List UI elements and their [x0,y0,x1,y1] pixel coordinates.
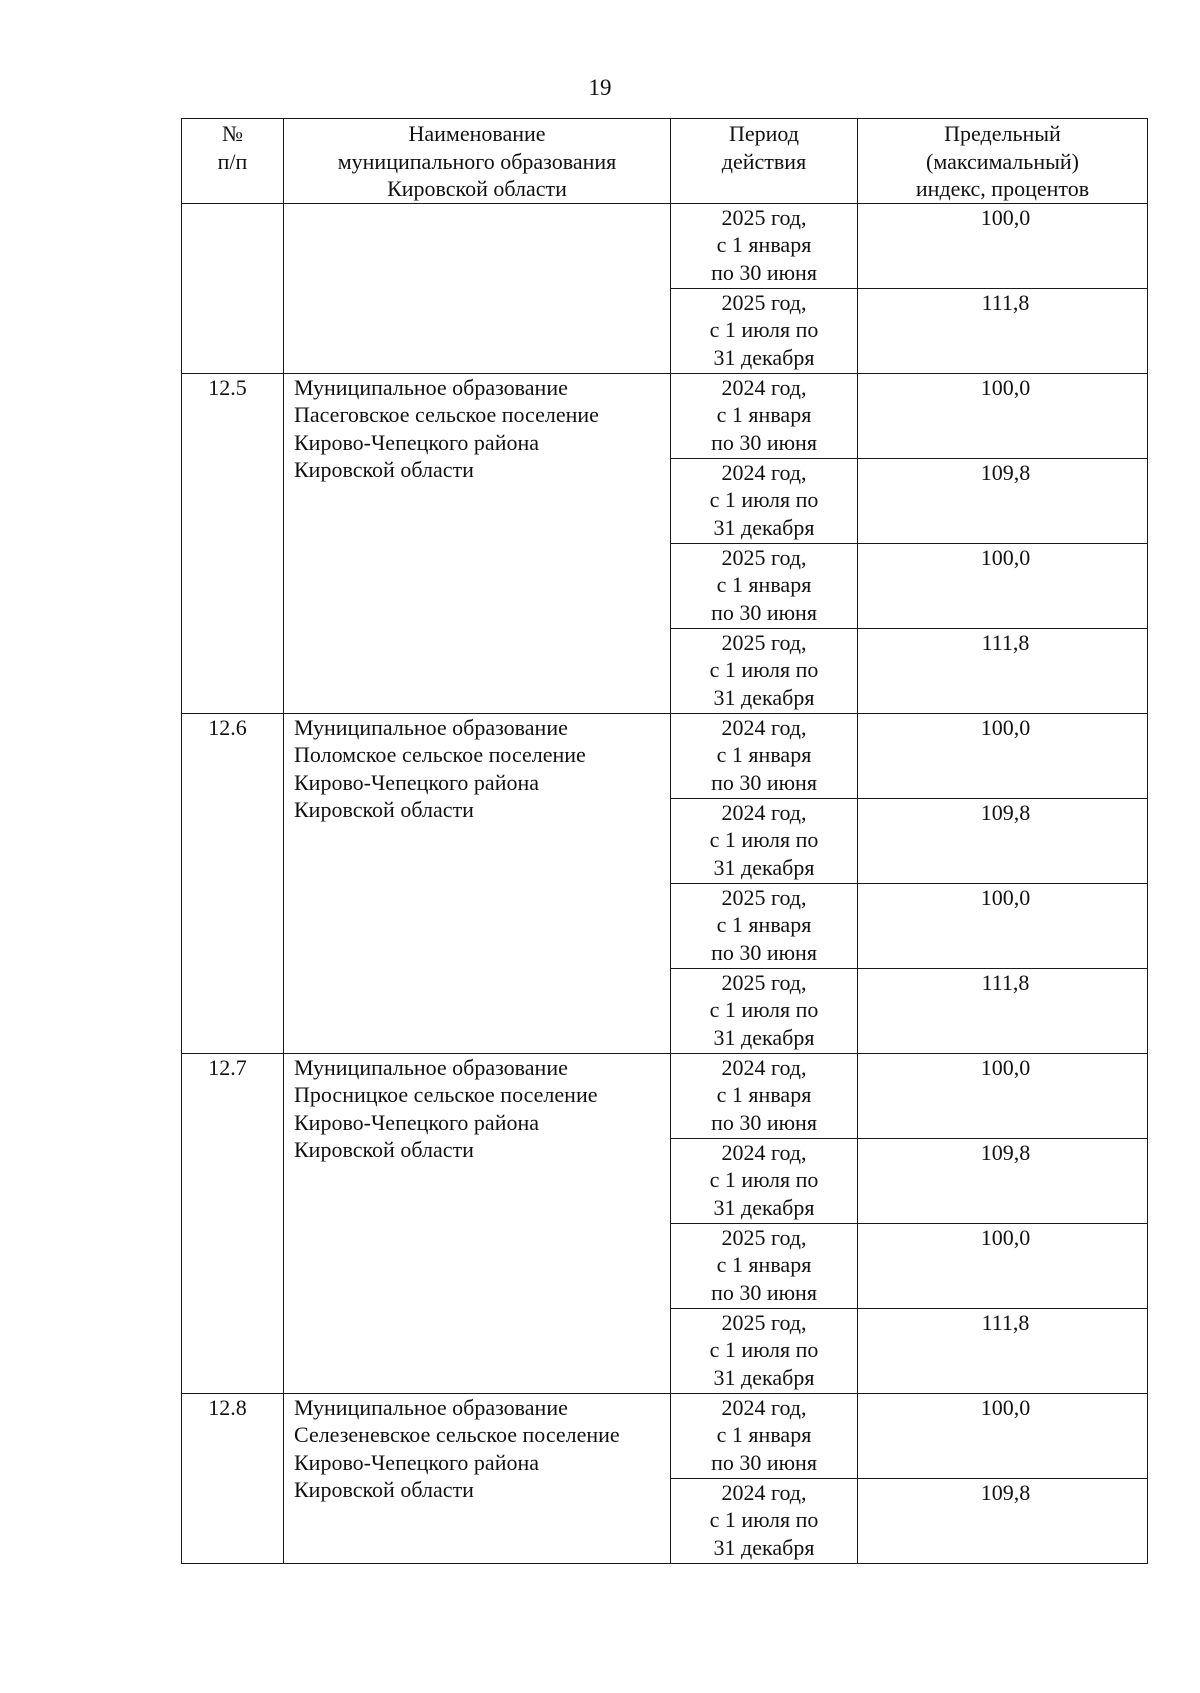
period-line: 2025 год, [721,969,807,995]
header-period [671,119,858,204]
table-row [182,1393,1148,1478]
entry-number: 12.7 [182,1053,284,1393]
period-cell [671,968,858,1053]
period-line: 31 декабря [713,1194,815,1220]
period-cell [671,1393,858,1478]
period-cell [671,1478,858,1563]
period-line: с 1 января [716,1252,812,1277]
municipality-name-line: Кирово-Чепецкого района [294,429,540,455]
period-line: 2025 год, [721,544,807,570]
municipality-name-line: Просницкое сельское поселение [294,1082,598,1107]
municipality-name-line: Муниципальное образование [294,1394,568,1420]
period-line: 2024 год, [721,799,807,825]
period-line: по 30 июня [711,259,817,285]
index-value-cell: 100,0 [858,713,1148,798]
municipality-name [284,713,671,1053]
period-line: с 1 июля по [709,317,819,342]
period-line: с 1 января [716,1082,812,1107]
municipality-name [284,373,671,713]
period-line: 2025 год, [721,884,807,910]
table-row [182,373,1148,458]
municipality-name-line: Пасеговское сельское поселение [294,402,599,427]
period-line: с 1 января [716,1422,812,1447]
period-cell [671,798,858,883]
period-line: 31 декабря [713,1364,815,1390]
period-line: 31 декабря [713,684,815,710]
period-cell [671,1223,858,1308]
header-index [858,119,1148,204]
municipality-name-line: Кирово-Чепецкого района [294,1109,540,1135]
municipality-name-line: Муниципальное образование [294,1054,568,1080]
index-value-cell: 109,8 [858,798,1148,883]
num-cell-empty [182,203,284,373]
period-line: с 1 июля по [709,1507,819,1532]
municipality-name-line: Кирово-Чепецкого района [294,769,540,795]
municipality-name-line: Селезеневское сельское поселение [294,1422,620,1447]
period-cell [671,628,858,713]
municipality-name-line: Муниципальное образование [294,714,568,740]
period-line: с 1 января [716,572,812,597]
table-header-row [182,119,1148,204]
municipality-name-line: Муниципальное образование [294,374,568,400]
period-line: с 1 июля по [709,487,819,512]
period-cell [671,1308,858,1393]
entry-number: 12.6 [182,713,284,1053]
index-value-cell: 100,0 [858,203,1148,288]
period-line: по 30 июня [711,1279,817,1305]
period-cell [671,203,858,288]
municipality-name [284,1393,671,1563]
index-value-cell: 100,0 [858,883,1148,968]
index-value-cell: 109,8 [858,1138,1148,1223]
period-line: 2024 год, [721,374,807,400]
period-cell [671,543,858,628]
period-line: 2024 год, [721,1394,807,1420]
table-row [182,203,1148,288]
period-line: с 1 июля по [709,997,819,1022]
municipality-name-line: Кировской области [294,457,474,482]
header-index-line: (максимальный) [926,148,1079,174]
period-line: с 1 июля по [709,1337,819,1362]
municipality-name-line: Кирово-Чепецкого района [294,1449,540,1475]
period-line: с 1 января [716,912,812,937]
header-period-line: действия [721,148,807,174]
period-line: 2024 год, [721,459,807,485]
period-line: 2024 год, [721,1054,807,1080]
period-cell [671,713,858,798]
municipality-name-line: Кировской области [294,1477,474,1502]
header-index-line: индекс, процентов [915,176,1090,201]
tariff-index-table [181,118,1148,1564]
period-line: по 30 июня [711,1449,817,1475]
period-cell [671,883,858,968]
index-value-cell: 111,8 [858,628,1148,713]
period-cell [671,458,858,543]
period-line: 2025 год, [721,1224,807,1250]
period-line: 2024 год, [721,714,807,740]
period-line: с 1 января [716,402,812,427]
period-line: с 1 июля по [709,827,819,852]
municipality-name [284,1053,671,1393]
header-period-line: Период [729,121,799,146]
header-name-line: муниципального образования [337,148,617,174]
entry-number: 12.8 [182,1393,284,1563]
table-row [182,713,1148,798]
index-value-cell: 100,0 [858,1223,1148,1308]
period-cell [671,288,858,373]
municipality-name-line: Кировской области [294,797,474,822]
municipality-name-line: Кировской области [294,1137,474,1162]
index-value-cell: 109,8 [858,458,1148,543]
table-body [182,203,1148,1563]
period-cell [671,373,858,458]
period-line: 31 декабря [713,854,815,880]
period-line: 31 декабря [713,344,815,370]
index-value-cell: 100,0 [858,373,1148,458]
municipality-name-line: Поломское сельское поселение [294,742,586,767]
index-value-cell: 100,0 [858,543,1148,628]
header-num [182,119,284,204]
index-value-cell: 100,0 [858,1393,1148,1478]
period-line: по 30 июня [711,939,817,965]
period-line: 2025 год, [721,289,807,315]
period-line: 31 декабря [713,1024,815,1050]
index-value-cell: 111,8 [858,288,1148,373]
header-name [284,119,671,204]
header-name-line: Наименование [408,121,546,146]
period-line: 2024 год, [721,1479,807,1505]
index-value-cell: 100,0 [858,1053,1148,1138]
period-line: с 1 января [716,232,812,257]
header-index-line: Предельный [944,121,1061,146]
table-row [182,1053,1148,1138]
period-line: 2024 год, [721,1139,807,1165]
period-line: с 1 июля по [709,657,819,682]
period-line: по 30 июня [711,429,817,455]
header-num-line: п/п [217,148,248,174]
period-cell [671,1138,858,1223]
period-line: 31 декабря [713,514,815,540]
header-name-line: Кировской области [387,176,567,201]
index-value-cell: 111,8 [858,1308,1148,1393]
period-line: по 30 июня [711,1109,817,1135]
period-line: 31 декабря [713,1534,815,1560]
index-value-cell: 109,8 [858,1478,1148,1563]
period-line: 2025 год, [721,204,807,230]
name-cell-empty [284,203,671,373]
period-line: 2025 год, [721,629,807,655]
header-num-line: № [222,121,243,146]
entry-number: 12.5 [182,373,284,713]
period-line: по 30 июня [711,769,817,795]
index-value-cell: 111,8 [858,968,1148,1053]
period-line: с 1 июля по [709,1167,819,1192]
page-number: 19 [588,75,612,100]
period-line: с 1 января [716,742,812,767]
period-line: 2025 год, [721,1309,807,1335]
period-cell [671,1053,858,1138]
period-line: по 30 июня [711,599,817,625]
